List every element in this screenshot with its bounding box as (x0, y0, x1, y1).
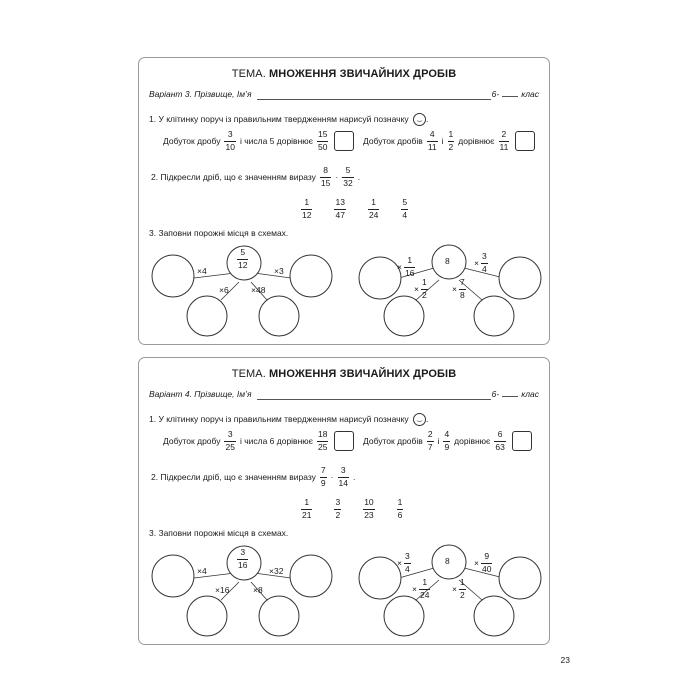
center-value: 8 (445, 556, 450, 566)
statement-a: Добуток дробу $\frac{3}{25}$ і числа 6 дорівнює $\frac{18}{25}$ (161, 430, 354, 453)
fraction: $\frac{7}{9}$ (320, 465, 326, 488)
scheme-left (139, 238, 319, 338)
empty-circle (499, 557, 541, 599)
empty-circle (359, 257, 401, 299)
scheme-left-lines (139, 238, 319, 338)
answer-checkbox[interactable] (515, 131, 535, 151)
answer-fraction[interactable]: $\frac{3}{2}$ (335, 497, 341, 520)
task-1: 1. У клітинку поруч із правильним твердженням нарисуй позначку ‿ . (149, 113, 428, 126)
task-2: 2. Підкресли дріб, що є значенням виразу $\frac{7}{9}$ · $\frac{3}{14}$ . (151, 465, 356, 488)
center-value: 8 (445, 256, 450, 266)
fraction: $\frac{5}{32}$ (343, 165, 353, 188)
fraction: $\frac{18}{25}$ (317, 429, 328, 452)
worksheet-variant-4 (138, 357, 550, 645)
empty-circle (259, 596, 299, 636)
smiley-icon: ‿ (413, 113, 426, 126)
fraction: $\frac{6}{63}$ (495, 429, 505, 452)
op-left: × $\frac{1}{16}$ (397, 255, 415, 278)
empty-circle (384, 596, 424, 636)
variant-label: Варіант 4. Прізвище, Ім’я (149, 389, 252, 399)
grade-label: 6- клас (491, 89, 539, 99)
worksheet-title: ТЕМА. МНОЖЕННЯ ЗВИЧАЙНИХ ДРОБІВ (231, 368, 457, 380)
task-2: 2. Підкресли дріб, що є значенням виразу $\frac{8}{15}$ · $\frac{5}{32}$ . (151, 165, 361, 188)
fraction: $\frac{8}{15}$ (320, 165, 331, 188)
fraction: $\frac{3}{25}$ (225, 429, 235, 452)
empty-circle (384, 296, 424, 336)
statement-b: Добуток дробів $\frac{4}{11}$ і $\frac{1}{2}$ дорівнює $\frac{2}{11}$ (361, 130, 535, 153)
name-blank[interactable] (257, 399, 491, 400)
op-bottom-right: ×8 (253, 585, 263, 595)
fraction: $\frac{15}{50}$ (317, 129, 328, 152)
fraction: $\frac{2}{11}$ (499, 129, 509, 152)
worksheet-variant-3 (138, 57, 550, 345)
op-left: × $\frac{3}{4}$ (397, 551, 410, 574)
answer-fraction[interactable]: $\frac{13}{47}$ (335, 197, 345, 220)
fraction: $\frac{1}{2}$ (448, 129, 454, 152)
fraction: $\frac{3}{14}$ (338, 465, 348, 488)
grade-blank[interactable] (502, 396, 518, 397)
answer-checkbox[interactable] (334, 431, 354, 451)
page-number: 23 (560, 655, 570, 665)
name-blank[interactable] (257, 99, 491, 100)
fraction: $\frac{4}{9}$ (444, 429, 450, 452)
task-1: 1. У клітинку поруч із правильним твердженням нарисуй позначку ‿ . (149, 413, 428, 426)
worksheet-title: ТЕМА. МНОЖЕННЯ ЗВИЧАЙНИХ ДРОБІВ (231, 68, 457, 80)
scheme-right-lines (354, 238, 544, 338)
task-2-answers (299, 498, 405, 521)
empty-circle (187, 296, 227, 336)
statement-b: Добуток дробів $\frac{2}{7}$ і $\frac{4}{9}$ дорівнює $\frac{6}{63}$ (361, 430, 532, 453)
center-value: $\frac{5}{12}$ (238, 247, 248, 270)
fraction: $\frac{3}{10}$ (225, 129, 235, 152)
task-2-answers (299, 198, 410, 221)
answer-fraction[interactable]: $\frac{1}{24}$ (368, 197, 379, 220)
scheme-right-lines (354, 538, 544, 638)
scheme-left (139, 538, 319, 638)
op-bottom-right: × $\frac{7}{8}$ (452, 277, 465, 300)
student-name-line (149, 389, 539, 403)
empty-circle (290, 255, 332, 297)
answer-checkbox[interactable] (334, 131, 354, 151)
op-left: ×4 (197, 266, 207, 276)
answer-fraction[interactable]: $\frac{1}{12}$ (302, 197, 312, 220)
grade-label: 6- клас (491, 389, 539, 399)
op-right: × $\frac{3}{4}$ (474, 251, 487, 274)
answer-fraction[interactable]: $\frac{1}{6}$ (397, 497, 403, 520)
empty-circle (499, 257, 541, 299)
empty-circle (259, 296, 299, 336)
op-right: ×3 (274, 266, 284, 276)
answer-fraction[interactable]: $\frac{10}{23}$ (364, 497, 374, 520)
empty-circle (474, 596, 514, 636)
op-bottom-left: ×6 (219, 285, 229, 295)
grade-blank[interactable] (502, 96, 518, 97)
answer-fraction[interactable]: $\frac{5}{4}$ (402, 197, 408, 220)
op-bottom-right: ×48 (251, 285, 266, 295)
answer-fraction[interactable]: $\frac{1}{21}$ (302, 497, 312, 520)
fraction: $\frac{2}{7}$ (427, 429, 433, 452)
empty-circle (359, 557, 401, 599)
statement-a: Добуток дробу $\frac{3}{10}$ і числа 5 дорівнює $\frac{15}{50}$ (161, 130, 354, 153)
fraction: $\frac{4}{11}$ (427, 129, 437, 152)
variant-label: Варіант 3. Прізвище, Ім’я (149, 89, 252, 99)
empty-circle (187, 596, 227, 636)
op-bottom-left: × $\frac{1}{24}$ (412, 577, 430, 600)
op-bottom-left: × $\frac{1}{2}$ (414, 277, 427, 300)
empty-circle (474, 296, 514, 336)
op-right: × $\frac{9}{40}$ (474, 551, 492, 574)
op-bottom-left: ×16 (215, 585, 230, 595)
scheme-right (354, 538, 544, 638)
op-right: ×32 (269, 566, 284, 576)
smiley-icon: ‿ (413, 413, 426, 426)
task-3: 3. Заповни порожні місця в схемах. (149, 228, 289, 238)
empty-circle (290, 555, 332, 597)
student-name-line (149, 89, 539, 103)
answer-checkbox[interactable] (512, 431, 532, 451)
op-left: ×4 (197, 566, 207, 576)
empty-circle (152, 555, 194, 597)
empty-circle (152, 255, 194, 297)
op-bottom-right: × $\frac{1}{2}$ (452, 577, 465, 600)
scheme-right (354, 238, 544, 338)
center-value: $\frac{3}{16}$ (238, 547, 248, 570)
task-3: 3. Заповни порожні місця в схемах. (149, 528, 289, 538)
